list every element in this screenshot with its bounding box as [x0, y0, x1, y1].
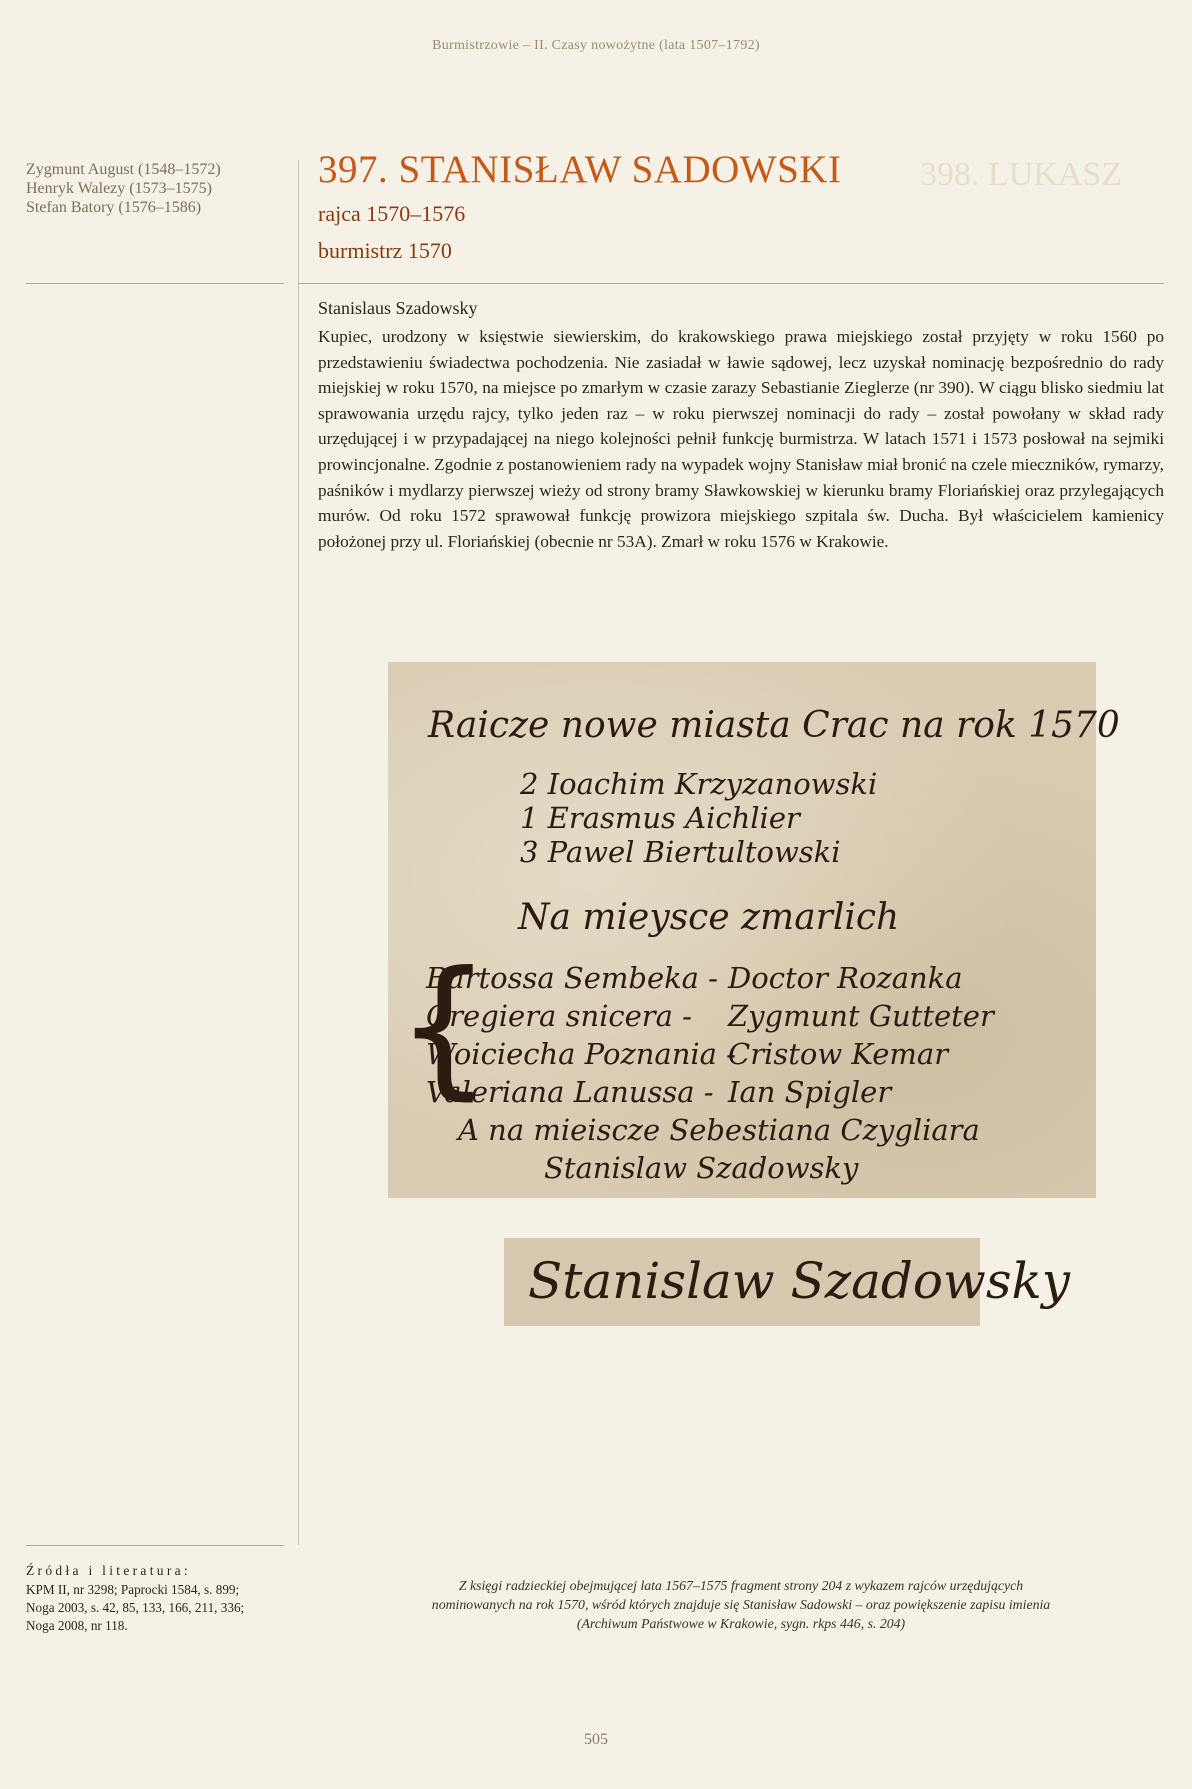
manuscript-line: A na mieiscze Sebestiana Czygliara [458, 1113, 980, 1147]
caption-line: Z księgi radzieckiej obejmującej lata 1567–1575 fragment strony 204 z wykazem rajców urzędujących [458, 1578, 1024, 1593]
biography-text: Kupiec, urodzony w księstwie siewierskim, do krakowskiego prawa miejskiego został przyjęty w roku 1560 po przedstawieniu świadectwa pochodzenia. Nie zasiadał w ławie sądowej, lecz uzyskał nominację bezpośrednio do rady miejskiej w roku 1570, na miejsce po zmarłym w czasie zarazy Sebastianie Zieglerze (nr 390). W ciągu blisko siedmiu lat sprawowania urzędu rajcy, tylko jeden raz – w roku pierwszej nominacji do rady – został powołany w skład rady urzędującej i w przypadającej na niego kolejności pełnił funkcję burmistrza. W latach 1571 i 1573 posłował na sejmiki prowincjonalne. Zgodnie z postanowieniem rady na wypadek wojny Stanisław miał bronić na czele mieczników, rymarzy, paśników i mydlarzy pierwszej wieży od strony bramy Sławkowskiej w kierunku bramy Floriańskiej oraz przylegających murów. Od roku 1572 sprawował funkcję prowizora miejskiego szpitala św. Ducha. Był właścicielem kamienicy położonej przy ul. Floriańskiej (obecnie nr 53A). Zmarł w roku 1576 w Krakowie. [318, 327, 1164, 551]
caption-line: (Archiwum Państwowe w Krakowie, sygn. rkps 446, s. 204) [576, 1616, 906, 1631]
manuscript-line: Cristow Kemar [728, 1037, 949, 1071]
latin-name: Stanislaus Szadowsky [318, 298, 478, 318]
source-line: Noga 2008, nr 118. [26, 1618, 128, 1633]
manuscript-line: 2 Ioachim Krzyzanowski [520, 767, 878, 801]
column-divider [298, 160, 299, 1545]
source-line: Noga 2003, s. 42, 85, 133, 166, 211, 336; [26, 1600, 245, 1615]
entry-title: 397. STANISŁAW SADOWSKI [318, 148, 842, 191]
rajca-years: rajca 1570–1576 [318, 201, 466, 226]
manuscript-line: 1 Erasmus Aichlier [520, 801, 800, 835]
manuscript-heading: Raicze nowe miasta Crac na rok 1570 [428, 705, 1120, 746]
king-stefan-batory: Stefan Batory (1576–1586) [26, 199, 202, 216]
manuscript-line: Valeriana Lanussa - [426, 1075, 714, 1109]
caption-line: nominowanych na rok 1570, wśród których znajduje się Stanisław Sadowski – oraz powiększenie zapisu imienia [431, 1597, 1051, 1612]
running-header: Burmistrzowie – II. Czasy nowożytne (lata 1507–1792) [432, 38, 760, 53]
sidebar-divider [26, 283, 284, 284]
sources [26, 1562, 288, 1635]
sources-divider [26, 1545, 284, 1546]
brace-mark: { [396, 940, 492, 1114]
manuscript-image [388, 662, 1120, 1198]
title-divider [298, 283, 1164, 284]
page-number: 505 [584, 1731, 608, 1748]
king-henryk-walezy: Henryk Walezy (1573–1575) [26, 180, 212, 197]
manuscript-subheading: Na mieysce zmarlich [518, 897, 900, 938]
manuscript-line: Zygmunt Gutteter [728, 999, 994, 1033]
sidebar-kings [26, 160, 284, 217]
manuscript-line: Gregiera snicera - [426, 999, 692, 1033]
manuscript-line: Bartossa Sembeka - [426, 961, 718, 995]
source-line: KPM II, nr 3298; Paprocki 1584, s. 899; [26, 1582, 240, 1597]
manuscript-line: Ian Spigler [728, 1075, 892, 1109]
manuscript-signature: Stanislaw Szadowsky [544, 1151, 859, 1185]
burmistrz-years: burmistrz 1570 [318, 238, 452, 263]
ghost-next-entry-title: 398. LUKASZ [920, 156, 1123, 193]
figure-caption [356, 1576, 1126, 1633]
enlarged-signature: Stanislaw Szadowsky [528, 1252, 1071, 1310]
manuscript-line: Doctor Rozanka [728, 961, 963, 995]
king-zygmunt-august: Zygmunt August (1548–1572) [26, 161, 221, 178]
signature-enlargement [504, 1238, 1071, 1326]
manuscript-line: Woiciecha Poznania - [426, 1037, 736, 1071]
sources-heading: Źródła i literatura: [26, 1563, 191, 1578]
manuscript-line: 3 Pawel Biertultowski [520, 835, 841, 869]
